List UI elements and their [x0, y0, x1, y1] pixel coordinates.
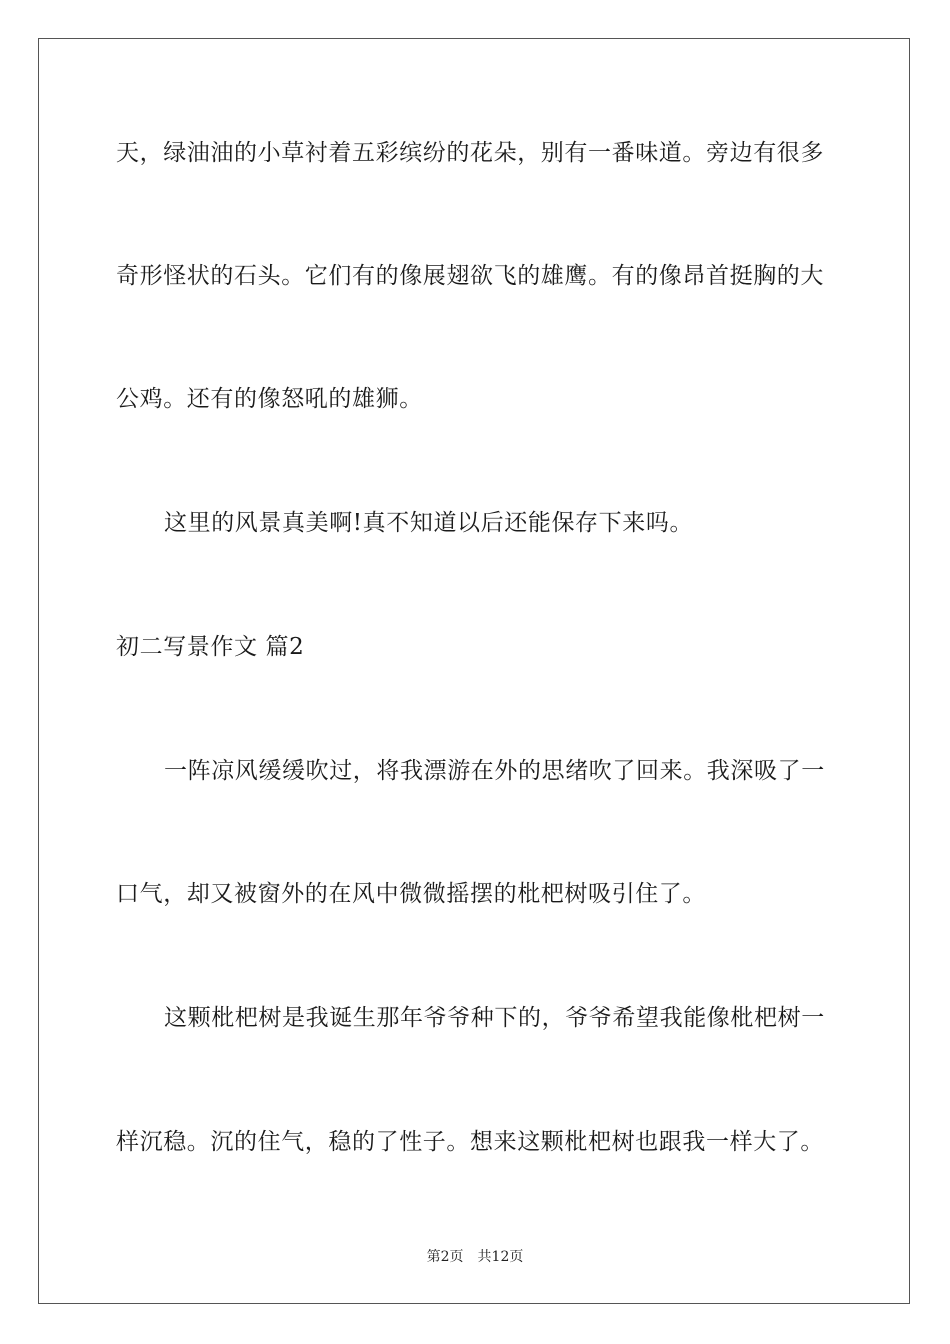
paragraph-line: 一阵凉风缓缓吹过，将我漂游在外的思绪吹了回来。我深吸了一	[164, 758, 825, 784]
paragraph-line: 这颗枇杷树是我诞生那年爷爷种下的，爷爷希望我能像枇杷树一	[164, 1005, 825, 1031]
paragraph-line: 这里的风景真美啊!真不知道以后还能保存下来吗。	[164, 510, 694, 536]
paragraph-line: 口气，却又被窗外的在风中微微摇摆的枇杷树吸引住了。	[116, 881, 706, 907]
paragraph-line: 公鸡。还有的像怒吼的雄狮。	[116, 386, 423, 412]
paragraph-line: 奇形怪状的石头。它们有的像展翅欲飞的雄鹰。有的像昂首挺胸的大	[116, 263, 824, 289]
page-border	[38, 38, 910, 1304]
paragraph-line: 天，绿油油的小草衬着五彩缤纷的花朵，别有一番味道。旁边有很多	[116, 140, 824, 166]
section-heading: 初二写景作文 篇2	[116, 634, 305, 660]
page-number: 第2页 共12页	[426, 1249, 524, 1265]
paragraph-line: 样沉稳。沉的住气，稳的了性子。想来这颗枇杷树也跟我一样大了。	[116, 1129, 824, 1155]
